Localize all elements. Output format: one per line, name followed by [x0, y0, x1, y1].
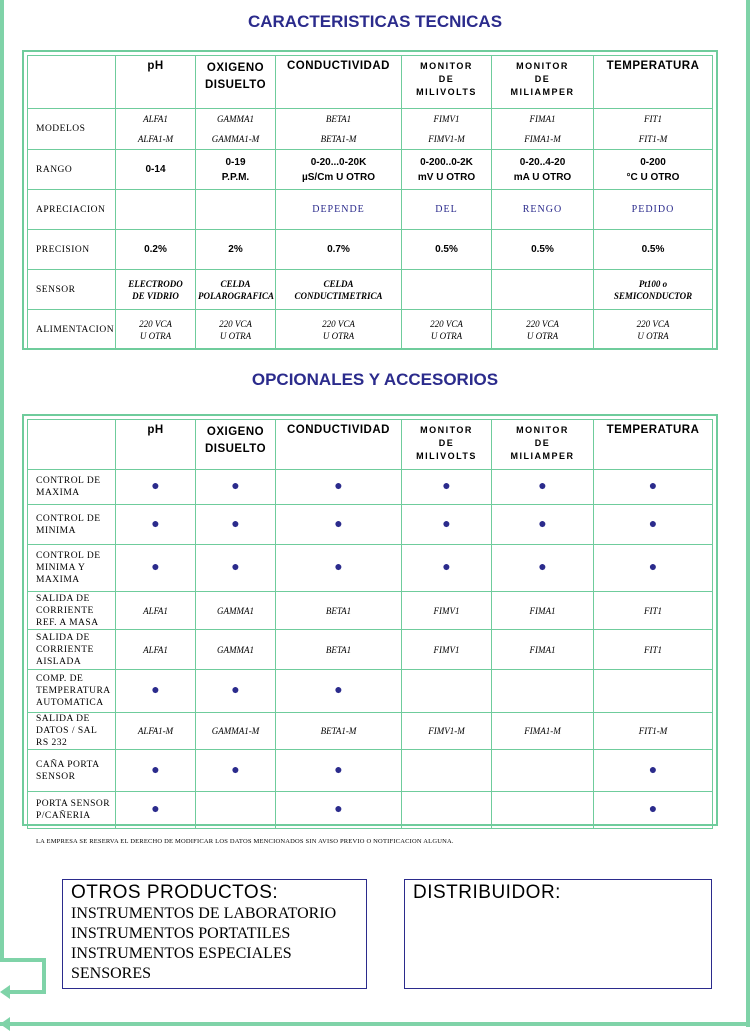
page-frame-bottom	[0, 1022, 750, 1026]
cell-line: DE	[438, 438, 455, 448]
spec-cell	[402, 109, 492, 150]
option-dot-cell: ●	[116, 545, 196, 592]
cell-line: U OTRA	[637, 330, 669, 341]
option-row	[28, 505, 713, 545]
cell-line: MONITOR	[516, 61, 569, 71]
option-dot-cell: ●	[492, 470, 594, 505]
cell-line: BETA1	[325, 114, 352, 124]
cell-line: DATOS / SAL	[36, 726, 98, 736]
otros-productos-box	[62, 879, 367, 989]
options-table	[27, 419, 713, 829]
spec-cell	[594, 270, 713, 310]
spec-cell	[196, 150, 276, 190]
option-model-cell: FIT1	[594, 630, 713, 670]
row-label: MODELOS	[28, 109, 116, 150]
spec-cell	[276, 270, 402, 310]
cell-line: MILIVOLTS	[416, 451, 477, 461]
row-label	[28, 505, 116, 545]
spec-cell: 0.7%	[276, 230, 402, 270]
spec-cell	[116, 310, 196, 350]
option-row	[28, 630, 713, 670]
cell-line: PORTA SENSOR	[36, 799, 111, 809]
option-model-cell: BETA1-M	[276, 713, 402, 750]
spec-cell	[196, 190, 276, 230]
spec-cell: 0.5%	[594, 230, 713, 270]
spec-cell	[402, 310, 492, 350]
disclaimer-text: LA EMPRESA SE RESERVA EL DERECHO DE MODIFICAR LOS DATOS MENCIONADOS SIN AVISO PREVIO O NOTIFICACION ALGUNA.	[36, 838, 454, 845]
spec-cell	[116, 150, 196, 190]
spec-cell: 0.5%	[492, 230, 594, 270]
cell-line: 220 VCA	[430, 318, 463, 329]
option-row	[28, 592, 713, 630]
otros-productos-item: INSTRUMENTOS ESPECIALES	[71, 945, 292, 962]
cell-line: CONDUCTIVIDAD	[287, 60, 390, 72]
cell-line: DISUELTO	[204, 443, 267, 455]
spec-row-sensor	[28, 270, 713, 310]
cell-line: MONITOR	[420, 425, 473, 435]
cell-line: FIMV1-M	[428, 134, 465, 144]
cell-line: 0-200..0-2K	[420, 156, 473, 168]
cell-line: AISLADA	[36, 656, 82, 667]
spec-cell: DEL	[402, 190, 492, 230]
option-row	[28, 792, 713, 829]
spec-cell	[492, 270, 594, 310]
spec-cell	[196, 270, 276, 310]
option-dot-cell: ●	[276, 750, 402, 792]
column-header	[594, 420, 713, 470]
cell-line: GAMMA1-M	[211, 134, 260, 144]
option-dot-cell	[594, 670, 713, 713]
cell-line: P/CAÑERIA	[36, 811, 91, 821]
cell-line: CORRIENTE	[36, 605, 94, 616]
cell-line: 0-20...0-20K	[310, 156, 367, 168]
otros-productos-item: INSTRUMENTOS DE LABORATORIO	[71, 905, 337, 922]
spec-cell	[594, 109, 713, 150]
specs-table-container	[22, 50, 718, 350]
option-row	[28, 470, 713, 505]
option-model-cell: GAMMA1	[196, 630, 276, 670]
cell-line: DE	[534, 438, 551, 448]
cell-line: MILIAMPER	[510, 87, 575, 97]
cell-line: 220 VCA	[139, 318, 172, 329]
spec-cell	[116, 109, 196, 150]
option-dot-cell: ●	[116, 505, 196, 545]
column-header	[594, 56, 713, 109]
cell-line: ALFA1	[143, 114, 168, 124]
cell-line: TEMPERATURA	[36, 686, 111, 696]
row-label	[28, 670, 116, 713]
frame-hook	[42, 958, 46, 994]
cell-line: COMP. DE	[36, 674, 84, 684]
cell-line: 220 VCA	[636, 318, 670, 329]
column-header	[276, 56, 402, 109]
row-label	[28, 792, 116, 829]
cell-line: U OTRA	[526, 330, 559, 341]
cell-line: FIMV1	[433, 114, 460, 124]
option-dot-cell: ●	[594, 505, 713, 545]
cell-line: CELDA	[220, 278, 251, 289]
row-label: APRECIACION	[28, 190, 116, 230]
cell-line: 0-200	[640, 156, 666, 168]
spec-cell	[402, 150, 492, 190]
cell-line: FIMA1	[529, 114, 556, 124]
option-model-cell: ALFA1	[116, 592, 196, 630]
cell-line: POLAROGRAFICA	[198, 290, 275, 301]
column-header	[492, 420, 594, 470]
specs-table	[27, 55, 713, 350]
option-dot-cell: ●	[492, 505, 594, 545]
cell-line: SALIDA DE	[36, 593, 90, 604]
column-header	[196, 420, 276, 470]
cell-line: MONITOR	[516, 425, 569, 435]
option-dot-cell: ●	[594, 470, 713, 505]
option-row	[28, 670, 713, 713]
otros-productos-item: INSTRUMENTOS PORTATILES	[71, 925, 291, 942]
row-label: ALIMENTACION	[28, 310, 116, 350]
cell-line: U OTRA	[219, 330, 252, 341]
option-dot-cell: ●	[402, 545, 492, 592]
specs-header-row	[28, 56, 713, 109]
spec-cell: PEDIDO	[594, 190, 713, 230]
option-dot-cell	[492, 670, 594, 713]
option-dot-cell: ●	[196, 750, 276, 792]
spec-cell	[196, 310, 276, 350]
cell-line: CONDUCTIMETRICA	[294, 290, 383, 301]
spec-cell: 2%	[196, 230, 276, 270]
otros-productos-item: SENSORES	[71, 965, 152, 982]
options-table-container	[22, 414, 718, 826]
option-model-cell: ALFA1	[116, 630, 196, 670]
cell-line: mV U OTRO	[417, 171, 476, 183]
cell-line: GAMMA1	[217, 114, 254, 124]
cell-line: pH	[147, 424, 164, 436]
row-label: PRECISION	[28, 230, 116, 270]
option-model-cell: FIT1-M	[594, 713, 713, 750]
cell-line: OXIGENO	[206, 62, 265, 74]
spec-row-modelos	[28, 109, 713, 150]
column-header	[196, 56, 276, 109]
distribuidor-box	[404, 879, 712, 989]
page-frame-left	[0, 0, 4, 960]
cell-line: 0-14	[145, 164, 166, 175]
spec-cell: 0.2%	[116, 230, 196, 270]
option-dot-cell	[402, 750, 492, 792]
column-header	[116, 420, 196, 470]
row-label: RANGO	[28, 150, 116, 190]
spec-cell: 0.5%	[402, 230, 492, 270]
cell-line: FIMA1-M	[524, 134, 561, 144]
column-header	[402, 420, 492, 470]
cell-line: CONTROL DE	[36, 476, 101, 486]
cell-line: CONTROL DE	[36, 551, 101, 561]
corner-cell	[28, 420, 116, 470]
corner-cell	[28, 56, 116, 109]
cell-line: FIT1	[644, 114, 662, 124]
cell-line: Pt100 o	[638, 278, 668, 289]
option-dot-cell: ●	[196, 670, 276, 713]
spec-cell: DEPENDE	[276, 190, 402, 230]
option-dot-cell: ●	[492, 545, 594, 592]
option-dot-cell	[402, 670, 492, 713]
cell-line: DE	[534, 74, 551, 84]
option-dot-cell: ●	[594, 545, 713, 592]
option-dot-cell	[492, 750, 594, 792]
cell-line: RS 232	[36, 738, 68, 748]
option-model-cell: FIT1	[594, 592, 713, 630]
spec-row-apreciacion	[28, 190, 713, 230]
spec-cell	[402, 270, 492, 310]
spec-row-precision	[28, 230, 713, 270]
options-header-row	[28, 420, 713, 470]
cell-line: MINIMA Y	[36, 563, 86, 573]
spec-cell	[492, 150, 594, 190]
cell-line: DE	[438, 74, 455, 84]
option-model-cell: BETA1	[276, 630, 402, 670]
spec-cell	[594, 310, 713, 350]
cell-line: MAXIMA	[36, 488, 80, 498]
option-model-cell: GAMMA1-M	[196, 713, 276, 750]
option-dot-cell	[402, 792, 492, 829]
cell-line: TEMPERATURA	[606, 424, 700, 436]
cell-line: mA U OTRO	[513, 171, 572, 183]
option-dot-cell: ●	[402, 470, 492, 505]
cell-line: DE VIDRIO	[132, 290, 179, 301]
cell-line: MONITOR	[420, 61, 473, 71]
column-header	[492, 56, 594, 109]
option-row	[28, 545, 713, 592]
otros-productos-heading: OTROS PRODUCTOS:	[71, 882, 279, 903]
distribuidor-heading: DISTRIBUIDOR:	[413, 882, 561, 903]
cell-line: MINIMA	[36, 525, 76, 536]
option-dot-cell	[196, 792, 276, 829]
cell-line: SALIDA DE	[36, 714, 90, 724]
option-dot-cell: ●	[276, 670, 402, 713]
cell-line: ELECTRODO	[128, 278, 183, 289]
spec-cell	[276, 150, 402, 190]
spec-cell	[276, 109, 402, 150]
cell-line: CONTROL DE	[36, 513, 101, 524]
cell-line: CELDA	[323, 278, 354, 289]
cell-line: CAÑA PORTA	[36, 759, 100, 770]
option-model-cell: FIMV1	[402, 630, 492, 670]
spec-cell	[276, 310, 402, 350]
section-title-opcionales: OPCIONALES Y ACCESORIOS	[251, 370, 499, 389]
cell-line: CONDUCTIVIDAD	[287, 424, 390, 436]
cell-line: P.P.M.	[221, 171, 250, 183]
spec-cell: RENGO	[492, 190, 594, 230]
column-header	[402, 56, 492, 109]
cell-line: SALIDA DE	[36, 632, 90, 643]
option-model-cell: FIMA1-M	[492, 713, 594, 750]
spec-cell	[116, 190, 196, 230]
option-row	[28, 750, 713, 792]
spec-cell	[116, 270, 196, 310]
option-dot-cell: ●	[196, 470, 276, 505]
option-dot-cell: ●	[594, 750, 713, 792]
cell-line: 220 VCA	[219, 318, 252, 329]
spec-cell	[492, 109, 594, 150]
option-model-cell: GAMMA1	[196, 592, 276, 630]
cell-line: µS/Cm U OTRO	[302, 171, 375, 183]
option-dot-cell: ●	[276, 545, 402, 592]
cell-line: 0-20..4-20	[519, 156, 566, 168]
spec-row-alimentacion	[28, 310, 713, 350]
cell-line: 220 VCA	[322, 318, 355, 329]
column-header	[276, 420, 402, 470]
option-dot-cell: ●	[196, 505, 276, 545]
option-dot-cell: ●	[276, 792, 402, 829]
cell-line: SEMICONDUCTOR	[613, 290, 693, 301]
page-frame-right	[746, 0, 750, 1027]
option-dot-cell	[492, 792, 594, 829]
cell-line: 0-19	[225, 156, 246, 168]
option-dot-cell: ●	[594, 792, 713, 829]
row-label	[28, 750, 116, 792]
spec-cell	[492, 310, 594, 350]
cell-line: U OTRA	[322, 330, 355, 341]
option-model-cell: FIMA1	[492, 592, 594, 630]
option-dot-cell: ●	[116, 670, 196, 713]
cell-line: TEMPERATURA	[606, 60, 700, 72]
cell-line: CORRIENTE	[36, 644, 94, 655]
cell-line: SENSOR	[36, 771, 76, 782]
row-label	[28, 470, 116, 505]
frame-hook	[0, 958, 46, 962]
row-label	[28, 545, 116, 592]
cell-line: AUTOMATICA	[36, 698, 104, 708]
cell-line: 220 VCA	[526, 318, 559, 329]
option-dot-cell: ●	[276, 505, 402, 545]
option-model-cell: BETA1	[276, 592, 402, 630]
cell-line: MAXIMA	[36, 575, 80, 585]
spec-cell	[594, 150, 713, 190]
cell-line: U OTRA	[139, 330, 172, 341]
option-model-cell: ALFA1-M	[116, 713, 196, 750]
option-dot-cell: ●	[116, 750, 196, 792]
cell-line: MILIVOLTS	[416, 87, 477, 97]
spec-row-rango	[28, 150, 713, 190]
option-dot-cell: ●	[116, 470, 196, 505]
row-label	[28, 630, 116, 670]
cell-line: REF. A MASA	[36, 617, 99, 628]
row-label	[28, 592, 116, 630]
option-row	[28, 713, 713, 750]
frame-arrow-icon	[0, 1017, 10, 1031]
frame-arrow-icon	[0, 985, 10, 999]
section-title-caracteristicas: CARACTERISTICAS TECNICAS	[247, 12, 503, 31]
column-header	[116, 56, 196, 109]
option-dot-cell: ●	[116, 792, 196, 829]
cell-line: DISUELTO	[204, 79, 267, 91]
cell-line: ALFA1-M	[137, 134, 174, 144]
spec-cell	[196, 109, 276, 150]
option-model-cell: FIMV1	[402, 592, 492, 630]
cell-line: MILIAMPER	[510, 451, 575, 461]
cell-line: FIT1-M	[638, 134, 668, 144]
row-label: SENSOR	[28, 270, 116, 310]
option-dot-cell: ●	[402, 505, 492, 545]
cell-line: °C U OTRO	[626, 171, 680, 183]
row-label	[28, 713, 116, 750]
option-dot-cell: ●	[276, 470, 402, 505]
cell-line: OXIGENO	[206, 426, 265, 438]
frame-hook	[6, 990, 46, 994]
cell-line: BETA1-M	[320, 134, 357, 144]
option-dot-cell: ●	[196, 545, 276, 592]
cell-line: pH	[147, 60, 164, 72]
option-model-cell: FIMV1-M	[402, 713, 492, 750]
option-model-cell: FIMA1	[492, 630, 594, 670]
cell-line: U OTRA	[430, 330, 463, 341]
